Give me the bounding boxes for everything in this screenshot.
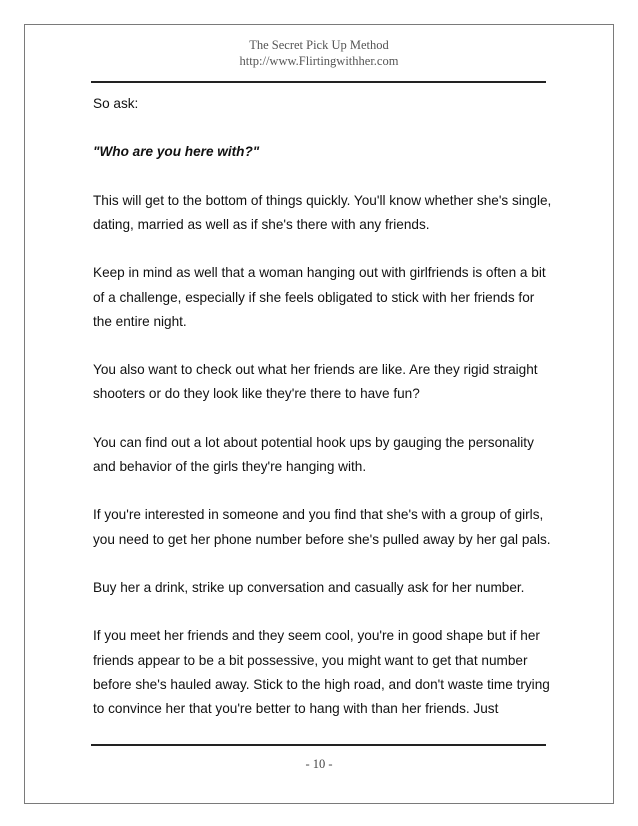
paragraph: This will get to the bottom of things quickly. You'll know whether she's single, dating, married as well as if she's there with any friends. [93, 192, 552, 232]
paragraph-quote: "Who are you here with?" [93, 144, 260, 160]
page-number: - 10 - [305, 757, 333, 771]
paragraph-intro: So ask: [93, 96, 139, 111]
paragraph: Keep in mind as well that a woman hanging out with girlfriends is often a bit of a challenge, especially if she feels obligated to stick with her friends for the entire night. [93, 265, 546, 329]
footer-rule [91, 744, 546, 746]
paragraph: You also want to check out what her friends are like. Are they rigid straight shooters or do they look like they're there to have fun? [93, 362, 538, 402]
page-header [25, 37, 613, 69]
header-rule [91, 81, 546, 83]
paragraph: Buy her a drink, strike up conversation and casually ask for her number. [93, 579, 525, 595]
paragraph: If you meet her friends and they seem cool, you're in good shape but if her friends appear to be a bit possessive, you might want to get that number before she's hauled away. Stick to the high road, and don't waste time trying to convince her that you're better to hang with than her friends. Just [93, 628, 550, 716]
paragraph: If you're interested in someone and you find that she's with a group of girls, you need to get her phone number before she's pulled away by her gal pals. [93, 507, 551, 547]
header-url[interactable]: http://www.Flirtingwithher.com [239, 54, 399, 68]
document-page [24, 24, 614, 804]
page-body [93, 85, 553, 745]
paragraph: You can find out a lot about potential hook ups by gauging the personality and behavior of the girls they're hanging with. [93, 434, 534, 474]
header-title: The Secret Pick Up Method [249, 38, 389, 52]
